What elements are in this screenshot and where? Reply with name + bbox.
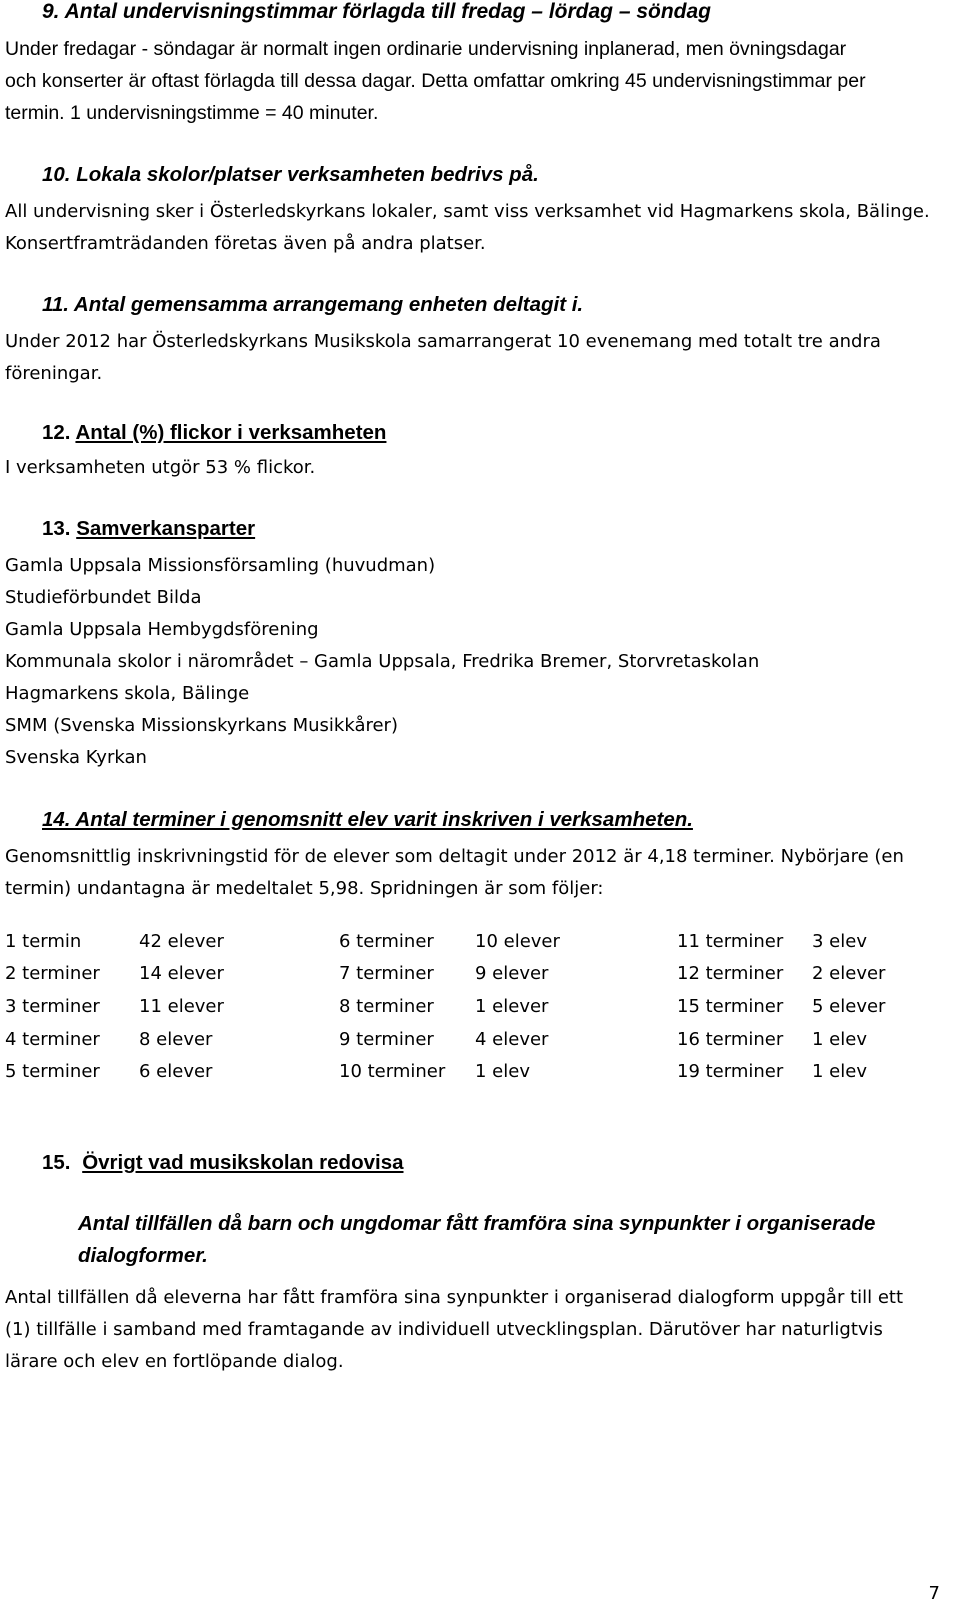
section-15-line-2: (1) tillfälle i samband med framtagande av individuell utvecklingsplan. Därutöver har naturligtvis — [5, 1319, 883, 1340]
partner-item: Gamla Uppsala Hembygdsförening — [5, 619, 319, 640]
table-cell: 16 terminer — [677, 1028, 784, 1050]
section-15-subheading-line-2: dialogformer. — [78, 1244, 208, 1267]
section-15-body — [5, 1282, 950, 1378]
table-row — [5, 1023, 912, 1056]
section-9-line-3: termin. 1 undervisningstimme = 40 minuter. — [5, 102, 379, 124]
section-12-body: I verksamheten utgör 53 % flickor. — [5, 457, 316, 478]
table-cell: 3 terminer — [5, 995, 100, 1017]
section-14-title: 14. Antal terminer i genomsnitt elev varit inskriven i verksamheten. — [42, 808, 693, 831]
section-10-body — [5, 196, 950, 260]
table-cell: 1 elever — [475, 995, 549, 1017]
table-cell: 15 terminer — [677, 995, 784, 1017]
section-12-heading — [42, 418, 386, 448]
partner-item: Gamla Uppsala Missionsförsamling (huvudman) — [5, 555, 436, 576]
partner-item: SMM (Svenska Missionskyrkans Musikkårer) — [5, 715, 398, 736]
section-15-title: Övrigt vad musikskolan redovisa — [82, 1151, 404, 1174]
table-cell: 19 terminer — [677, 1061, 784, 1083]
table-cell: 5 terminer — [5, 1061, 100, 1083]
table-cell: 1 elev — [812, 1028, 867, 1050]
table-cell: 10 elever — [475, 930, 560, 952]
section-10-line-2: Konsertframträdanden företas även på andra platser. — [5, 233, 486, 254]
table-cell: 12 terminer — [677, 963, 784, 985]
table-row — [5, 925, 912, 958]
table-row — [5, 990, 912, 1023]
partner-item: Hagmarkens skola, Bälinge — [5, 683, 250, 704]
section-11-line-2: föreningar. — [5, 363, 103, 384]
partner-list — [5, 550, 950, 774]
table-cell: 5 elever — [812, 995, 886, 1017]
table-cell: 8 terminer — [339, 995, 434, 1017]
table-cell: 3 elev — [812, 930, 867, 952]
section-15-subheading — [78, 1208, 875, 1272]
table-cell: 1 elev — [475, 1061, 530, 1083]
table-cell: 6 terminer — [339, 930, 434, 952]
table-cell: 9 terminer — [339, 1028, 434, 1050]
partner-item: Svenska Kyrkan — [5, 747, 147, 768]
table-cell: 6 elever — [139, 1061, 213, 1083]
table-cell: 1 elev — [812, 1061, 867, 1083]
section-10-heading: 10. Lokala skolor/platser verksamheten bedrivs på. — [42, 163, 539, 186]
page-number: 7 — [928, 1583, 940, 1604]
table-cell: 14 elever — [139, 963, 224, 985]
section-15-number: 15. — [42, 1151, 71, 1174]
table-row — [5, 1055, 912, 1088]
section-11-heading: 11. Antal gemensamma arrangemang enheten deltagit i. — [42, 293, 584, 316]
section-10-line-1: All undervisning sker i Österledskyrkans lokaler, samt viss verksamhet vid Hagmarkens skola, Bälinge. — [5, 201, 930, 222]
table-cell: 11 elever — [139, 995, 224, 1017]
table-row — [5, 958, 912, 991]
section-11-line-1: Under 2012 har Österledskyrkans Musikskola samarrangerat 10 evenemang med totalt tre andra — [5, 331, 881, 352]
section-15-line-3: lärare och elev en fortlöpande dialog. — [5, 1351, 344, 1372]
partner-item: Studieförbundet Bilda — [5, 587, 202, 608]
section-9-line-1: Under fredagar - söndagar är normalt ingen ordinarie undervisning inplanerad, men övningsdagar — [5, 38, 847, 60]
section-13-number: 13. — [42, 517, 71, 540]
section-13-title: Samverkansparter — [76, 517, 256, 540]
table-cell: 9 elever — [475, 963, 549, 985]
section-14-line-2: termin) undantagna är medeltalet 5,98. Spridningen är som följer: — [5, 878, 604, 899]
table-cell: 4 elever — [475, 1028, 549, 1050]
section-9-body — [5, 33, 950, 129]
section-14-line-1: Genomsnittlig inskrivningstid för de elever som deltagit under 2012 är 4,18 terminer. Nybörjare (en — [5, 846, 904, 867]
section-14-heading — [42, 805, 693, 835]
section-15-heading — [42, 1148, 404, 1178]
table-cell: 11 terminer — [677, 930, 784, 952]
table-cell: 2 terminer — [5, 963, 100, 985]
table-cell: 4 terminer — [5, 1028, 100, 1050]
section-12-number: 12. — [42, 421, 71, 444]
section-15-subheading-line-1: Antal tillfällen då barn och ungdomar fått framföra sina synpunkter i organiserade — [78, 1212, 876, 1235]
table-cell: 7 terminer — [339, 963, 434, 985]
section-14-body — [5, 841, 950, 905]
table-cell: 2 elever — [812, 963, 886, 985]
section-11-body — [5, 326, 950, 390]
table-cell: 8 elever — [139, 1028, 213, 1050]
partner-item: Kommunala skolor i närområdet – Gamla Uppsala, Fredrika Bremer, Storvretaskolan — [5, 651, 760, 672]
section-15-line-1: Antal tillfällen då eleverna har fått framföra sina synpunkter i organiserad dialogform uppgår till ett — [5, 1287, 904, 1308]
section-12-title: Antal (%) flickor i verksamheten — [75, 421, 387, 444]
section-13-heading — [42, 514, 255, 544]
table-cell: 1 termin — [5, 930, 82, 952]
section-9-heading: 9. Antal undervisningstimmar förlagda till fredag – lördag – söndag — [42, 0, 712, 23]
term-spread-table — [5, 925, 912, 1088]
table-cell: 10 terminer — [339, 1061, 446, 1083]
table-cell: 42 elever — [139, 930, 224, 952]
section-9-line-2: och konserter är oftast förlagda till dessa dagar. Detta omfattar omkring 45 undervisningstimmar per — [5, 70, 866, 92]
